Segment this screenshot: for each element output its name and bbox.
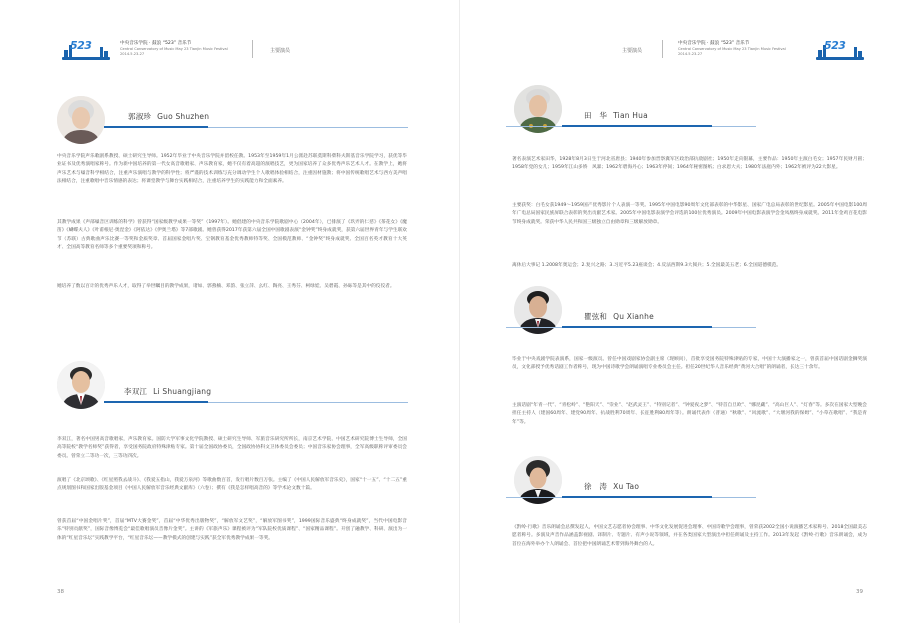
page-header bbox=[618, 38, 868, 64]
header-date: 2014.5.23-27 bbox=[120, 52, 145, 56]
name-en: Qu Xianhe bbox=[613, 312, 654, 321]
bio-paragraph: 演唱了《北京颂歌》、《红星照我去战斗》、《我爱五指山，我爱万泉河》等歌曲数百首，发行唱片数百万张。主编了《中国人民解放军音乐史》，国家“十一五”、“十二五”重点规划图书和国家出版基金项目《中国人民解放军音乐经典文献库》（六卷）；撰有《我是怎样唱高音的》等学术论文数十篇。 bbox=[57, 478, 407, 492]
name-qu-xianhe bbox=[584, 311, 654, 322]
name-en: Li Shuangjiang bbox=[153, 387, 212, 396]
name-cn: 李双江 bbox=[124, 387, 148, 396]
header-title-cn: 中央音乐学院 · 鼓浪 “523” 音乐节 bbox=[120, 41, 192, 46]
name-underline bbox=[562, 125, 712, 127]
festival-logo bbox=[816, 38, 864, 60]
name-underline-thin bbox=[208, 402, 408, 403]
name-underline bbox=[104, 401, 208, 403]
name-underline bbox=[562, 496, 712, 498]
header-title-cn: 中央音乐学院 · 鼓浪 “523” 音乐节 bbox=[678, 41, 750, 46]
header-title-block bbox=[678, 40, 798, 56]
page-header bbox=[62, 38, 402, 64]
header-title-en: Central Conservatory of Music May 23 Tianjin Music Festival bbox=[678, 47, 786, 51]
name-en: Guo Shuzhen bbox=[157, 112, 210, 121]
name-guo-shuzhen bbox=[128, 111, 209, 122]
name-cn: 瞿弦和 bbox=[584, 312, 608, 321]
bio-paragraph: 《黔岭·行歌》音乐朗诵会总撰发起人，中国文艺志愿者协会理事、中华文化发展促进会理事、中国诗歌学会理事，曾荣获2002全国小说演播艺术家称号、2018全国最美志愿者称号。多演及声音作品涵盖影视剧、译制片、专题片、有声小说等领域，并在各类国家大型演出中担任朗诵及主持工作。2013年发起《黔岭·行歌》音乐朗诵会，成为首位在海外举办个人朗诵会、首位把中国朗诵艺术带到海外舞台的人。 bbox=[512, 525, 867, 547]
header-section: 主要演员 bbox=[622, 48, 643, 54]
header-divider bbox=[662, 40, 663, 58]
name-cn: 郭淑珍 bbox=[128, 112, 152, 121]
logo-number: 523 bbox=[70, 39, 92, 52]
bio-paragraph: 中央音乐学院声乐歌剧系教授、硕士研究生导师。1952年毕业于中央音乐学院并留校任教。1953年至1959年1月公派赴苏联莫斯科柴科夫斯基音乐学院学习，获优等毕业证书及优秀演唱家称号。作为新中国培养的第一代女高音歌唱家、声乐教育家，她不仅有着高超的演唱技艺，更为国家培养了众多优秀声乐艺术人才。在教学上，她将声乐艺术与嗓音科学相结合，注重声乐演唱与教学的科学性；将严谨的技术训练与充分调动学生个人歌唱体验相结合，注重因材施教；将中国传统歌唱艺术与西方美声唱法相结合，注重歌唱中音乐情感的表达；将课堂教学与舞台实践相结合，注重培养学生的实践能力和全面素养。 bbox=[57, 154, 407, 184]
page-number: 38 bbox=[57, 589, 64, 595]
name-cn: 田 华 bbox=[584, 111, 608, 120]
right-page bbox=[460, 0, 919, 623]
name-li-shuangjiang bbox=[124, 386, 211, 397]
left-page bbox=[0, 0, 459, 623]
bio-paragraph: 曾获首届“中国金唱片奖”，首届“MTV大赛金奖”，首届“中华优秀出版物奖”，“解放军文艺奖”，“解放军图书奖”，1999国际音乐盛典“终身成就奖”，当代中国电影音乐“特别贡献奖”，国际音像博览会“最佳歌唱演员音像片金奖”。主讲的《军旅声乐》课程被评为“军队院校优质课程”、“国家精品课程”。开创了融教学、科研、演出为一体的“红星音乐坛”实践教学平台，“红星音乐坛——教学模式的创建与实践”获全军优秀教学成果一等奖。 bbox=[57, 519, 407, 541]
bio-paragraph: 她培养了数以百计的优秀声乐人才，取得了举世瞩目的教学成果，诸如、郭燕楠、邓韵、张立萍、幺红、陶亮、王秀芬、柯绿娃、吴碧霞、孙砾等是其中的佼佼者。 bbox=[57, 284, 395, 289]
name-xu-tao bbox=[584, 481, 639, 492]
name-en: Xu Tao bbox=[613, 482, 640, 491]
header-section: 主要演员 bbox=[270, 48, 291, 54]
portrait-li-shuangjiang bbox=[57, 361, 105, 409]
bio-paragraph: 离休后大事记 1.2008年奥运会；2.复兴之路；3.习近平5.23座谈会；4.反法西斯9.3大阅兵；5.全国最美五老；6.全国道德模范。 bbox=[512, 263, 782, 268]
bio-paragraph: 主要获奖：白毛女获1949～1959国产优秀影片个人表演一等奖。1995年中国电影90周年文化部表彰的中华影星、国家广电总局表彰的世纪影星。2005年中国电影100周年广电总局国家民族屏联合表彰的突出贡献艺术家。2005年中国电影表演学会评选的100位优秀演员。2009年中国电影表演学会金凤凰终身成就奖。2011年金鸡百花电影节终身成就奖。荣获中华人民共和国三级独立自由勋章和三级解放勋章。 bbox=[512, 203, 867, 225]
bio-paragraph: 毕业于中央戏剧学院表演系，国家一级演员。曾任中国戏剧家协会副主席（现顾问），首批享受国务院特殊津贴的专家，中国十大演播家之一，曾获首届中国话剧金狮奖演员，文化部授予优秀话剧工作者称号，现为中国诗歌学会朗诵演唱专业委员会主任。担任20世纪华人音乐经典“黄河大合唱”的朗诵者，长达三十余年。 bbox=[512, 357, 867, 371]
header-title-en: Central Conservatory of Music May 23 Tianjin Music Festival bbox=[120, 47, 228, 51]
header-divider bbox=[252, 40, 253, 58]
name-underline bbox=[562, 326, 712, 328]
name-en: Tian Hua bbox=[613, 111, 648, 120]
bio-paragraph: 著名表演艺术家田华，1928年8月3日生于河北省唐县；1940年参加晋察冀军区政治部抗敌剧社；1950年走向银幕，主要作品：1950年主演白毛女；1957年民财月圆；1958年党的女儿；1959年江山多娇 风暴；1962年碧海丹心；1963年停间；1964年秘密图纸；白求恩大夫；1980年法庭内外；1962年被评为22大影星。 bbox=[512, 157, 867, 171]
bio-paragraph: 主演话剧“年青一代”、“青松岭”、“艳阳天”、“崇业”、“赵武灵王”、“特别记者”、“钟爱夜之梦”、“特首自旦欧”、“娜昆藏”、“高山巨人”、“灯春”等。多次在国家大型晚会担任主持人（建国60周年、建党90周年、抗战胜利70周年、长征胜利80周年等）。朗诵代表作（普通）“秋歌”、“风流歌”、“大堰河我的保姆”、“小草在歌唱”、“我是青年”等。 bbox=[512, 403, 867, 425]
page-number: 39 bbox=[856, 589, 863, 595]
bio-paragraph: 其教学成果《声部嗓音区训练的科学》曾获得“国家级教学成果一等奖”（1997年）。她倡建的中央音乐学院歌剧中心（2004年），已排演了《玖弄的仁慈》《茶花女》《魔笛》《蝴蝶夫人》《叶甫根尼·奥涅金》《阿依达》《伊奥兰塔》等7部歌剧。她曾获得2017年获第六届全国中国歌剧表演“金钟奖”终身成就奖，获第六届世界青年与学生联欢节（苏联）古典歌曲声乐比赛一等奖和金质奖章、首届国家金唱片奖、宝钢教育基金优秀教师特等奖、全国模范教师、“金钟奖”终身成就奖、全国百名英才教育十大英才、全国高等教育名师等多个重要奖项和称号。 bbox=[57, 220, 407, 250]
name-underline-thin bbox=[208, 127, 408, 128]
name-cn: 徐 涛 bbox=[584, 482, 608, 491]
name-underline bbox=[104, 126, 208, 128]
header-title-block bbox=[120, 40, 270, 56]
logo-number: 523 bbox=[824, 39, 846, 52]
portrait-guo-shuzhen bbox=[57, 96, 105, 144]
header-date: 2014.5.23-27 bbox=[678, 52, 703, 56]
name-tian-hua bbox=[584, 110, 648, 121]
bio-paragraph: 李双江，著名中国男高音歌唱家，声乐教育家。国防大学军事文化学院教授、硕士研究生导师、军旅音乐研究所所长，南京艺术学院、中国艺术研究院博士生导师，全国高等院校“教学名师奖”获得者，享受国务院政府特殊津贴专家。第十届全国政协委员，全国政协协科文卫体委员会委员；中国音乐家协会理事，全军高级职称评审委员会委员。曾荣立二等功一次，三等功四次。 bbox=[57, 437, 407, 459]
festival-logo bbox=[62, 38, 110, 60]
